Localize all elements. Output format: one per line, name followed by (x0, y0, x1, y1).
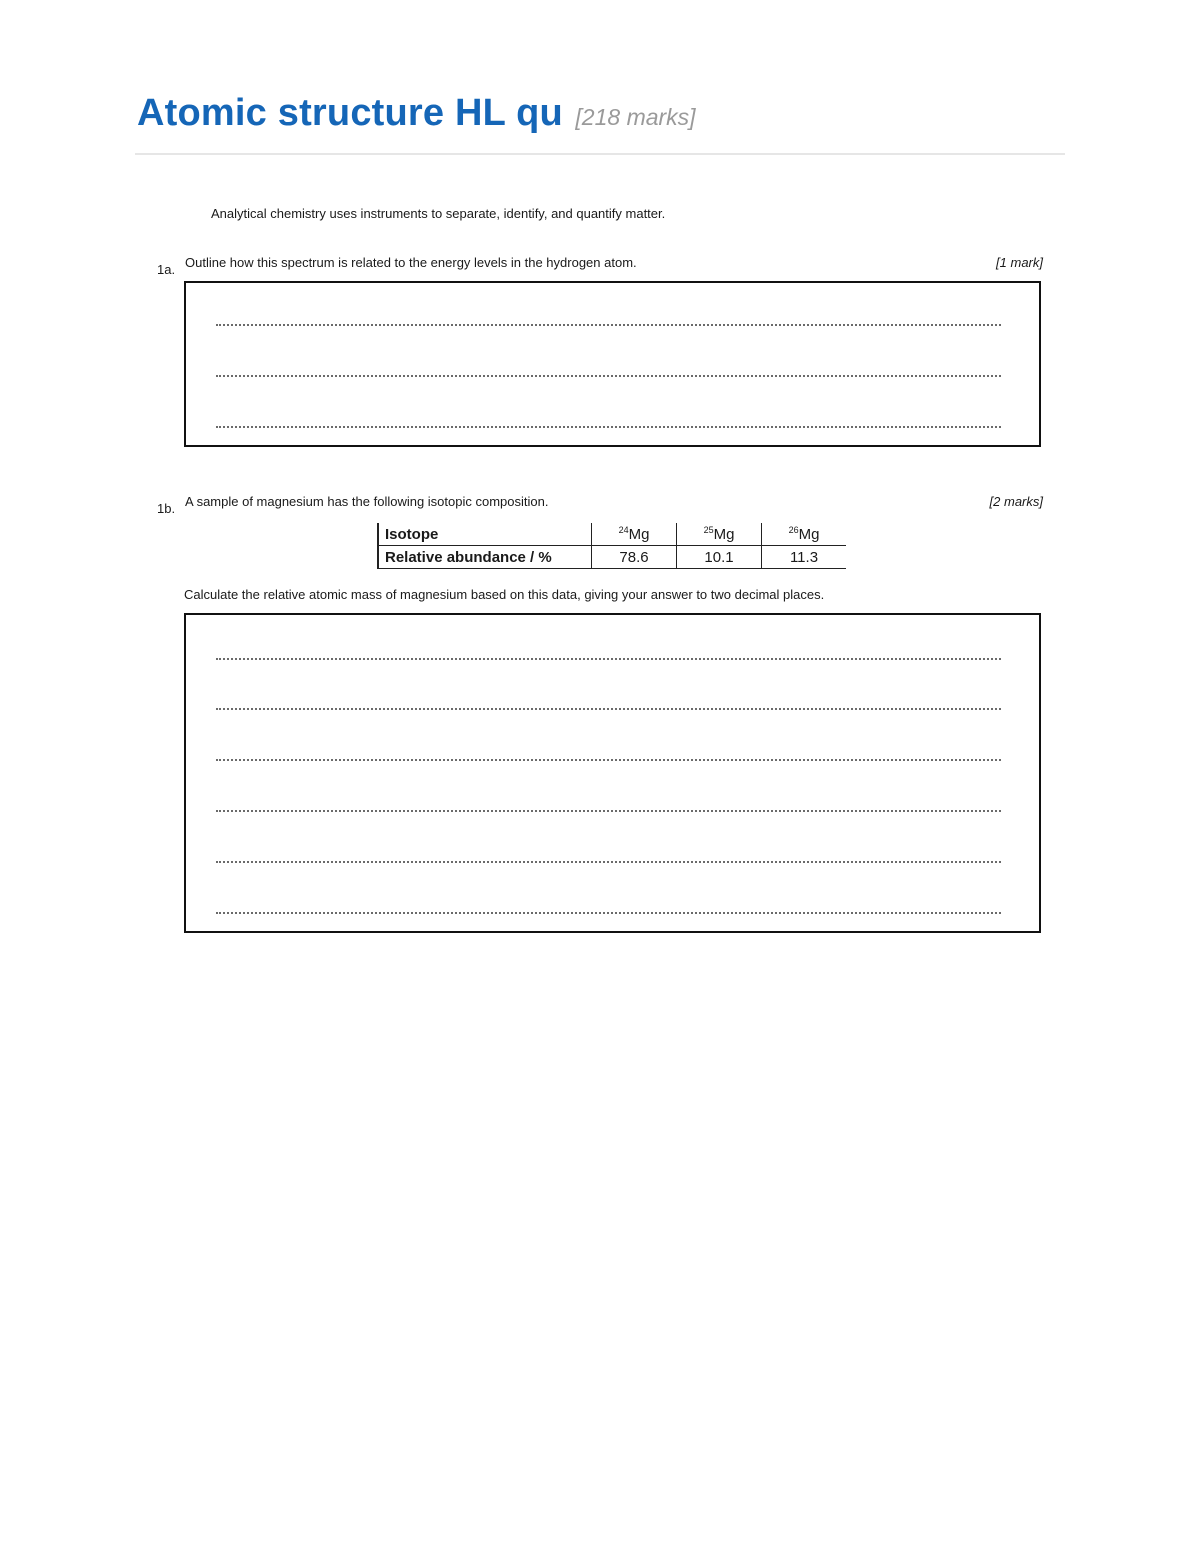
abundance-cell: 11.3 (762, 546, 847, 569)
title-divider (135, 153, 1065, 155)
page-title-row (137, 92, 696, 135)
answer-line (216, 426, 1001, 428)
isotope-cell: $^{25}$Mg (677, 523, 762, 546)
question-marks-1a: [1 mark] (996, 255, 1043, 270)
abundance-cell: 10.1 (677, 546, 762, 569)
answer-line (216, 759, 1001, 761)
abundance-header: Relative abundance / % (378, 546, 592, 569)
answer-line (216, 810, 1001, 812)
answer-box-1b[interactable] (184, 613, 1041, 933)
answer-line (216, 861, 1001, 863)
answer-line (216, 912, 1001, 914)
answer-line (216, 658, 1001, 660)
isotope-cell: $^{26}$Mg (762, 523, 847, 546)
isotope-cell: $^{24}$Mg (592, 523, 677, 546)
answer-box-1a[interactable] (184, 281, 1041, 447)
question-marks-1b: [2 marks] (989, 494, 1043, 509)
question-text-1b: A sample of magnesium has the following isotopic composition. (185, 494, 549, 509)
question-text-1a: Outline how this spectrum is related to the energy levels in the hydrogen atom. (185, 255, 637, 270)
isotope-table (377, 523, 846, 569)
isotope-row (378, 523, 846, 546)
answer-line (216, 375, 1001, 377)
question-followup-1b: Calculate the relative atomic mass of magnesium based on this data, giving your answer to two decimal places. (184, 587, 825, 602)
question-number-1a: 1a. (157, 262, 176, 277)
intro-text: Analytical chemistry uses instruments to separate, identify, and quantify matter. (211, 206, 666, 221)
isotope-header: Isotope (378, 523, 592, 546)
answer-line (216, 708, 1001, 710)
question-number-1b: 1b. (157, 501, 176, 516)
answer-line (216, 324, 1001, 326)
page-title: Atomic structure HL qu (137, 92, 563, 134)
abundance-cell: 78.6 (592, 546, 677, 569)
abundance-row (378, 546, 846, 569)
total-marks: [218 marks] (575, 104, 696, 130)
